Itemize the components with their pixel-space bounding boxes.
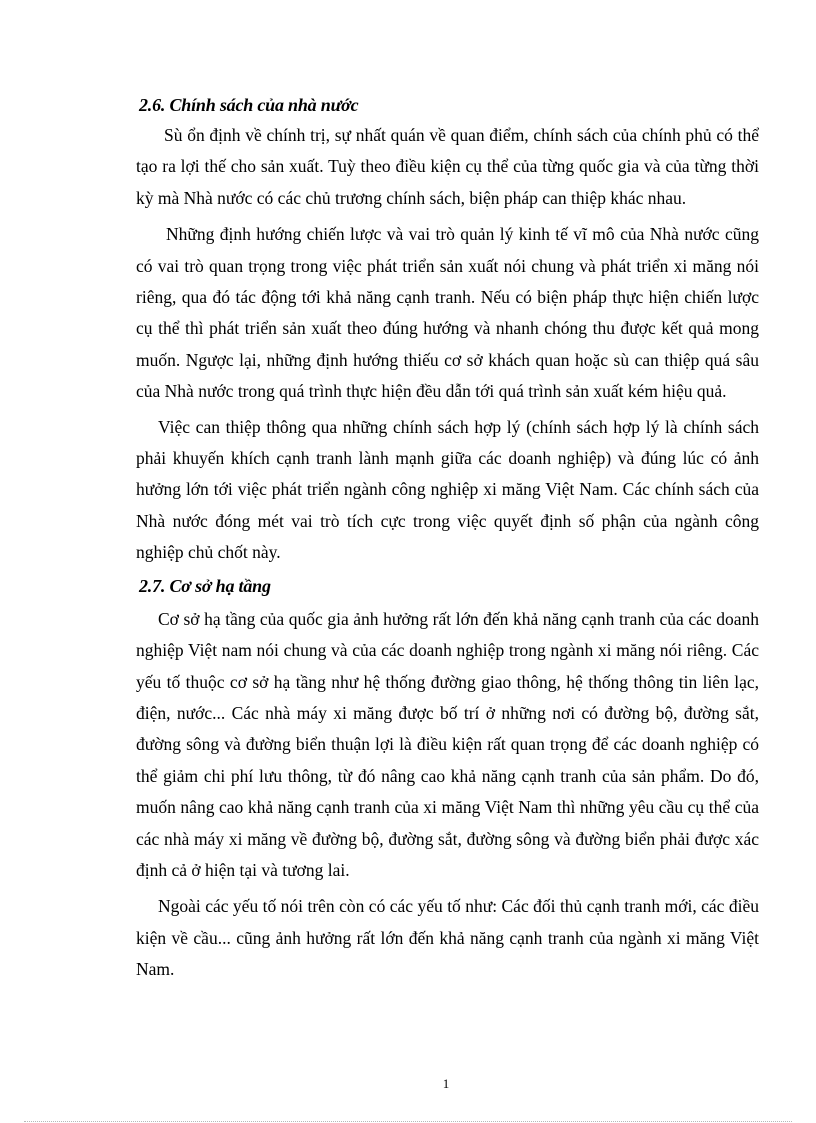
paragraph-policy-1: Sù ổn định về chính trị, sự nhất quán về quan điểm, chính sách của chính phủ có thể tạo ra lợi thế cho sản xuất. Tuỳ theo điều kiện cụ thể của từng quốc gia và của từng thời kỳ mà Nhà nước có các chủ trương chính sách, biện pháp can thiệp khác nhau. <box>136 125 759 208</box>
page-bottom-divider <box>24 1121 792 1122</box>
page-number: 1 <box>442 1076 450 1091</box>
paragraph-policy-2: Những định hướng chiến lược và vai trò quản lý kinh tế vĩ mô của Nhà nước cũng có vai trò quan trọng trong việc phát triển sản xuất nói chung và phát triển xi măng nói riêng, qua đó tác động tới khả năng cạnh tranh. Nếu có biện pháp thực hiện chiến lược cụ thể thì phát triển sản xuất theo đúng hướng và nhanh chóng thu được kết quả mong muốn. Ngược lại, những định hướng thiếu cơ sở khách quan hoặc sù can thiệp quá sâu của Nhà nước trong quá trình thực hiện đều dẫn tới quá trình sản xuất kém hiệu quả. <box>136 224 759 402</box>
section-heading-policy: 2.6. Chính sách của nhà nước <box>139 95 359 115</box>
paragraph-infrastructure-1: Cơ sở hạ tầng của quốc gia ảnh hưởng rất lớn đến khả năng cạnh tranh của các doanh nghiệp Việt nam nói chung và của các doanh nghiệp trong ngành xi măng nói riêng. Các yếu tố thuộc cơ sở hạ tầng như hệ thống đường giao thông, hệ thống thông tin liên lạc, điện, nước... Các nhà máy xi măng được bố trí ở những nơi có đường bộ, đường sắt, đường sông và đường biển thuận lợi là điều kiện rất quan trọng để các doanh nghiệp có thể giảm chi phí lưu thông, từ đó nâng cao khả năng cạnh tranh của sản phẩm. Do đó, muốn nâng cao khả năng cạnh tranh của xi măng Việt Nam thì những yêu cầu cụ thể của các nhà máy xi măng về đường bộ, đường sắt, đường sông và đường biển phải được xác định cả ở hiện tại và tương lai. <box>136 608 759 880</box>
paragraph-policy-3: Việc can thiệp thông qua những chính sách hợp lý (chính sách hợp lý là chính sách phải khuyến khích cạnh tranh lành mạnh giữa các doanh nghiệp) và đúng lúc có ảnh hưởng lớn tới việc phát triển ngành công nghiệp xi măng Việt Nam. Các chính sách của Nhà nước đóng mét vai trò tích cực trong việc quyết định số phận của ngành công nghiệp chủ chốt này. <box>136 416 759 563</box>
section-heading-infrastructure: 2.7. Cơ sở hạ tầng <box>139 575 271 596</box>
page-content <box>136 90 759 986</box>
paragraph-infrastructure-2: Ngoài các yếu tố nói trên còn có các yếu tố như: Các đối thủ cạnh tranh mới, các điều kiện về cầu... cũng ảnh hưởng rất lớn đến khả năng cạnh tranh của ngành xi măng Việt Nam. <box>136 896 759 980</box>
